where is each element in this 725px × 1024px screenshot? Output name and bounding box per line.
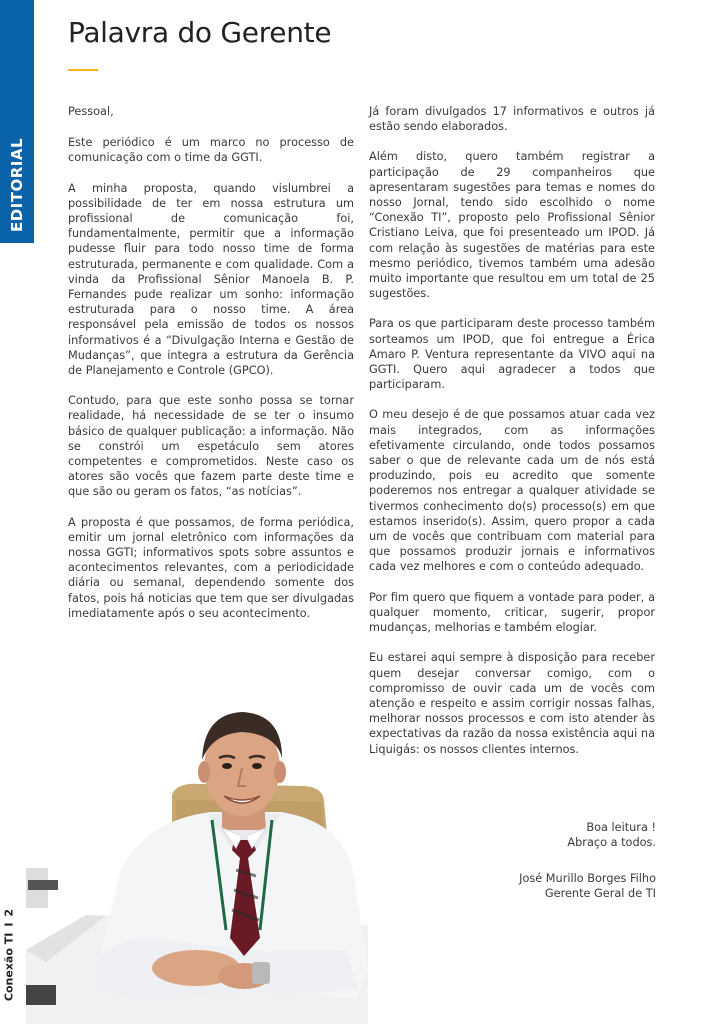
page-footer [3,909,16,1001]
closing-block [567,820,656,850]
signature-role: Gerente Geral de TI [544,887,656,901]
page-title: Palavra do Gerente [68,16,332,49]
page-number: 2 [2,908,16,917]
title-accent-rule [68,69,98,71]
closing-line: Abraço a todos. [567,836,656,850]
signature-name: José Murillo Borges Filho [519,872,656,885]
paragraph: Por fim quero que fiquem a vontade para poder, a qualquer momento, criticar, sugerir, propor mudanças, melhorias e também elogiar. [369,590,655,635]
paragraph: Para os que participaram deste processo também sorteamos um IPOD, que foi entregue a Érica Amaro P. Ventura representante da VIVO aqui na GGTI. Quero aqui agradecer a todos que participaram. [369,317,655,392]
signature-block [519,871,656,901]
paragraph: Eu estarei aqui sempre à disposição para receber quem desejar conversar comigo, com o compromisso de ouvir cada um de vocês com atenção e respeito e assim corrigir nossas falhas, melhorar nossos processos e com isto atender às expectativas da razão da nossa existência aqui na Liquigás: os nossos clientes internos. [369,651,655,756]
paragraph: A minha proposta, quando vislumbrei a possibilidade de ter em nossa estrutura um profissional de comunicação foi, fundamentalmente, permitir que a informação pudesse fluir para todo nosso time de forma estruturada, permanente e com qualidade. Com a vinda da Profissional Sênior Manoela B. P. Fernandes pude realizar um sonho: informação estruturada para o nosso time. A área responsável pela emissão de todos os nossos informativos é a “Divulgação Interna e Gestão de Mudanças”, que integra a estrutura da Gerência de Planejamento e Controle (GPCO). [68,181,354,378]
left-column [68,104,354,636]
paragraph: O meu desejo é de que possamos atuar cada vez mais integrados, com as informações efetivamente circulando, onde todos possamos saber o que de relevante cada um de nós está produzindo, pois eu acredito que somente poderemos nos entregar a qualquer atividade se tivermos conhecimento do(s) processo(s) em que estamos inserido(s). Assim, quero propor a cada um de vocês que contribuam com material para que possamos produzir jornais e informativos cada vez melhores e com o conteúdo adequado. [369,408,655,574]
paragraph: Além disto, quero também registrar a participação de 29 companheiros que apresentaram sugestões para temas e nomes do nosso Jornal, tendo sido escolhido o nome “Conexão TI”, proposto pelo Profissional Sênior Cristiano Leiva, que foi presenteado um IPOD. Já com relação às sugestões de matérias para este mesmo periódico, tivemos também uma adesão muito importante que resultou em um total de 25 sugestões. [369,150,655,301]
editorial-side-tab [0,0,34,243]
publication-name: Conexão TI [2,932,16,1002]
paragraph: Este periódico é um marco no processo de comunicação com o time da GGTI. [68,136,354,165]
manager-photo [26,700,368,1024]
right-column [369,104,655,772]
paragraph: Já foram divulgados 17 informativos e outros já estão sendo elaborados. [369,105,655,134]
section-label: EDITORIAL [8,137,26,233]
footer-separator: I [2,922,16,927]
manager-portrait-illustration [26,700,368,1024]
closing-line: Boa leitura ! [586,821,656,834]
paragraph: Pessoal, [68,105,114,118]
paragraph: Contudo, para que este sonho possa se tornar realidade, há necessidade de se ter o insumo básico de qualquer publicação: a informação. Não se constrói um espetáculo sem atores competentes e comprometidos. Neste caso os atores são vocês que fazem parte deste time e que são ou geram os fatos, “as notícias”. [68,394,354,499]
paragraph: A proposta é que possamos, de forma periódica, emitir um jornal eletrônico com informações da nossa GGTI; informativos spots sobre assuntos e acontecimentos relevantes, com a periodicidade diária ou semanal, dependendo somente dos fatos, pois há noticias que tem que ser divulgadas imediatamente após o seu acontecimento. [68,515,354,620]
